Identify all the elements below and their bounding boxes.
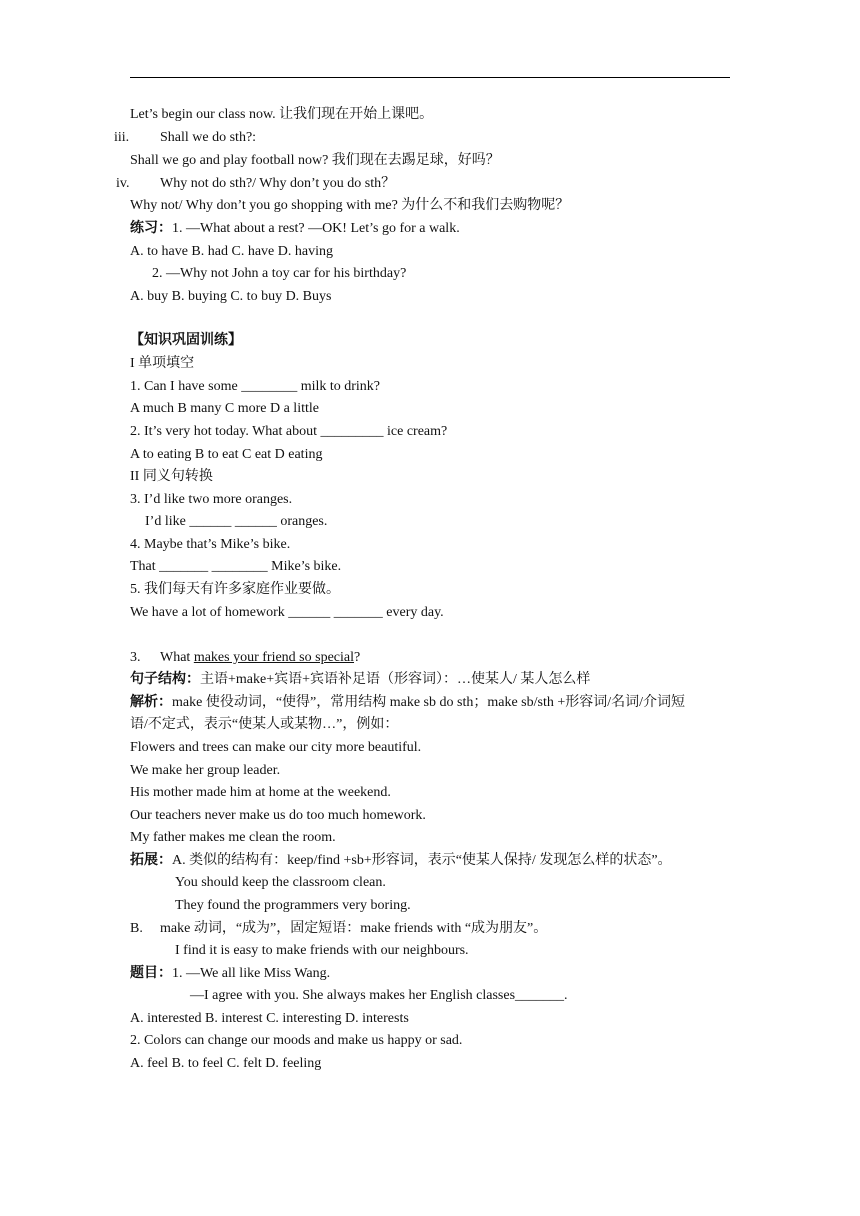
list-item: iv. [116, 176, 130, 191]
question-line: We have a lot of homework ______ _______ every day. [130, 605, 444, 620]
question-line: 2. Colors can change our moods and make us happy or sad. [130, 1033, 463, 1048]
options-line: A. interested B. interest C. interesting D. interests [130, 1011, 409, 1026]
section-label: 解析： [130, 695, 172, 710]
exercise-line: 题目：1. —We all like Miss Wang. [130, 966, 331, 981]
example-line: His mother made him at home at the weekend. [130, 785, 391, 800]
list-item: B. [130, 921, 143, 936]
section-label: 句子结构： [130, 672, 200, 687]
question-line: 4. Maybe that’s Mike’s bike. [130, 537, 291, 552]
question-line: That _______ ________ Mike’s bike. [130, 559, 342, 574]
text-line: Shall we do sth?: [160, 130, 257, 145]
list-item: iii. [114, 130, 130, 145]
question-line: 2. It’s very hot today. What about _________ ice cream? [130, 424, 448, 439]
analysis-line: 解析：make 使役动词，“使得”，常用结构 make sb do sth；make sb/sth +形容词/名词/介词短 [130, 695, 686, 710]
example-line: Our teachers never make us do too much homework. [130, 808, 426, 823]
subsection-heading: I 单项填空 [130, 356, 195, 371]
text-line: Why not/ Why don’t you go shopping with me? 为什么不和我们去购物呢？ [130, 198, 570, 213]
question-line: 1. Can I have some ________ milk to drink? [130, 379, 381, 394]
question-line: 5. 我们每天有许多家庭作业要做。 [130, 582, 340, 597]
example-line: You should keep the classroom clean. [175, 875, 386, 890]
question-line: I’d like ______ ______ oranges. [145, 514, 328, 529]
list-item: 3. [130, 650, 141, 665]
extension-line: 拓展：A. 类似的结构有：keep/find +sb+形容词，表示“使某人保持/ 发现怎么样的状态”。 [130, 853, 672, 868]
underlined-phrase: makes your friend so special [193, 650, 355, 665]
section-heading: 【知识巩固训练】 [130, 333, 242, 348]
question-line: 2. —Why not John a toy car for his birthday? [152, 266, 407, 281]
section-label: 拓展： [130, 853, 172, 868]
example-line: They found the programmers very boring. [175, 898, 411, 913]
text-line: Let’s begin our class now. 让我们现在开始上课吧。 [130, 107, 434, 122]
question-line: 3. I’d like two more oranges. [130, 492, 293, 507]
options-line: A to eating B to eat C eat D eating [130, 447, 323, 462]
example-line: We make her group leader. [130, 763, 281, 778]
text-line: make 动词，“成为”，固定短语：make friends with “成为朋友”。 [160, 921, 548, 936]
structure-line: 句子结构：主语+make+宾语+宾语补足语（形容词）：…使某人/ 某人怎么样 [130, 672, 591, 687]
section-label: 题目： [130, 966, 172, 981]
key-sentence: What makes your friend so special? [160, 650, 361, 665]
section-label: 练习： [130, 221, 172, 236]
options-line: A. buy B. buying C. to buy D. Buys [130, 289, 332, 304]
question-line: —I agree with you. She always makes her English classes_______. [190, 988, 568, 1003]
options-line: A. feel B. to feel C. felt D. feeling [130, 1056, 322, 1071]
example-line: My father makes me clean the room. [130, 830, 336, 845]
exercise-line: 练习：1. —What about a rest? —OK! Let’s go for a walk. [130, 221, 460, 236]
example-line: Flowers and trees can make our city more beautiful. [130, 740, 422, 755]
options-line: A. to have B. had C. have D. having [130, 244, 333, 259]
header-rule [130, 77, 730, 78]
example-line: I find it is easy to make friends with our neighbours. [175, 943, 469, 958]
options-line: A much B many C more D a little [130, 401, 319, 416]
text-line: Shall we go and play football now? 我们现在去踢足球，好吗？ [130, 153, 500, 168]
text-line: Why not do sth?/ Why don’t you do sth？ [160, 176, 396, 191]
subsection-heading: II 同义句转换 [130, 469, 213, 484]
text-line: 语/不定式，表示“使某人或某物…”，例如： [130, 717, 399, 732]
